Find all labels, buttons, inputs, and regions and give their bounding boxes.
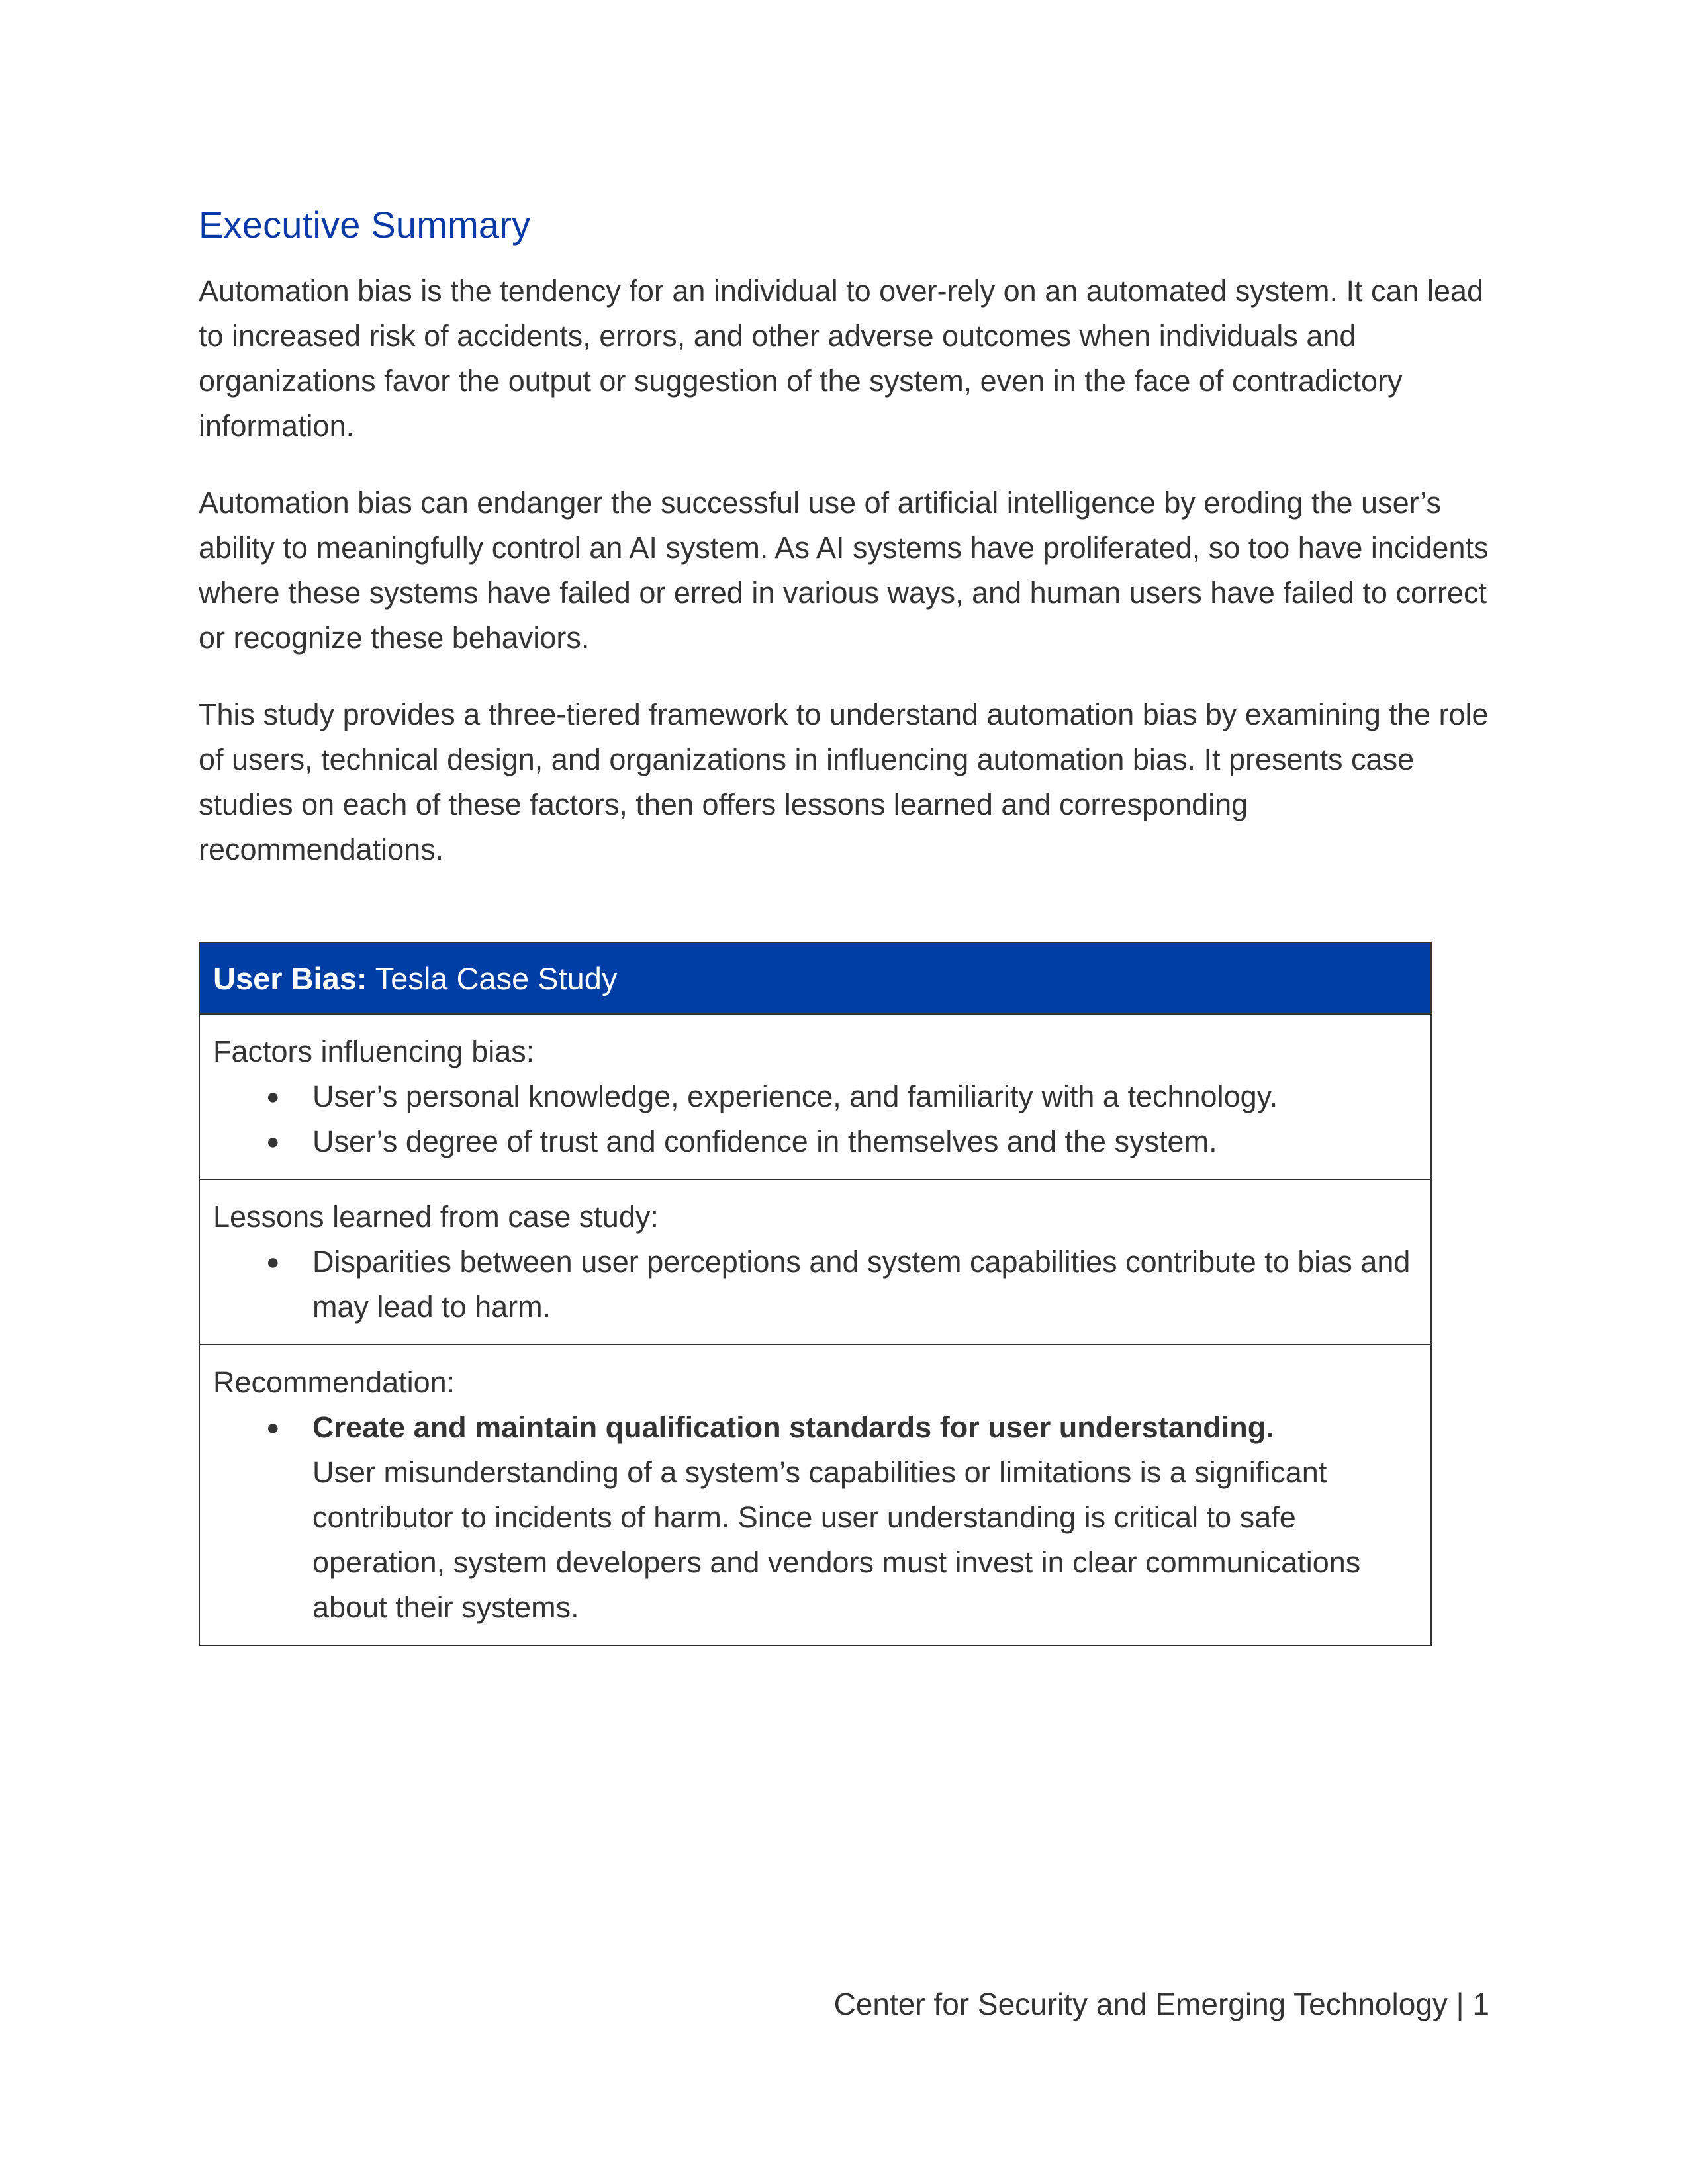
lessons-label: Lessons learned from case study: <box>213 1200 659 1234</box>
case-study-header <box>200 943 1430 1015</box>
section-heading: Executive Summary <box>199 204 531 246</box>
lessons-list <box>213 1240 1417 1330</box>
recommendation-label: Recommendation: <box>213 1365 455 1399</box>
list-item <box>213 1119 1417 1164</box>
case-study-header-bold: User Bias: <box>213 961 367 996</box>
case-study-header-title: Tesla Case Study <box>367 961 618 996</box>
recommendation-text: User misunderstanding of a system’s capabilities or limitations is a significant contributor to incidents of harm. Since user understanding is critical to safe operation, system developers and vendors must invest in clear communications about their systems. <box>312 1455 1361 1624</box>
bullet-icon: ● <box>266 1129 280 1154</box>
case-study-box <box>199 942 1432 1646</box>
list-item <box>213 1074 1417 1119</box>
bullet-icon: ● <box>266 1250 280 1275</box>
lessons-section <box>200 1180 1430 1345</box>
factor-text: User’s personal knowledge, experience, and familiarity with a technology. <box>312 1079 1278 1113</box>
recommendation-list <box>213 1405 1417 1630</box>
list-item <box>213 1405 1417 1630</box>
page-footer: Center for Security and Emerging Technology | 1 <box>833 1987 1489 2021</box>
list-item <box>213 1240 1417 1330</box>
lesson-text: Disparities between user perceptions and system capabilities contribute to bias and may lead to harm. <box>312 1245 1411 1324</box>
paragraph-3: This study provides a three-tiered framework to understand automation bias by examining the role of users, technical design, and organizations in influencing automation bias. It presents case studies on each of these factors, then offers lessons learned and corresponding recommendations. <box>199 698 1489 866</box>
factor-text: User’s degree of trust and confidence in themselves and the system. <box>312 1124 1217 1158</box>
bullet-icon: ● <box>266 1084 280 1109</box>
factors-section <box>200 1015 1430 1180</box>
document-page <box>199 199 1489 904</box>
recommendation-title: Create and maintain qualification standards for user understanding. <box>312 1410 1274 1444</box>
bullet-icon: ● <box>266 1415 280 1440</box>
factors-label: Factors influencing bias: <box>213 1034 535 1068</box>
paragraph-1: Automation bias is the tendency for an individual to over-rely on an automated system. It can lead to increased risk of accidents, errors, and other adverse outcomes when individuals and organizations favor the output or suggestion of the system, even in the face of contradictory information. <box>199 274 1484 443</box>
recommendation-section <box>200 1345 1430 1645</box>
factors-list <box>213 1074 1417 1164</box>
paragraph-2: Automation bias can endanger the successful use of artificial intelligence by eroding the user’s ability to meaningfully control an AI system. As AI systems have proliferated, so too have incidents where these systems have failed or erred in various ways, and human users have failed to correct or recognize these behaviors. <box>199 486 1489 655</box>
